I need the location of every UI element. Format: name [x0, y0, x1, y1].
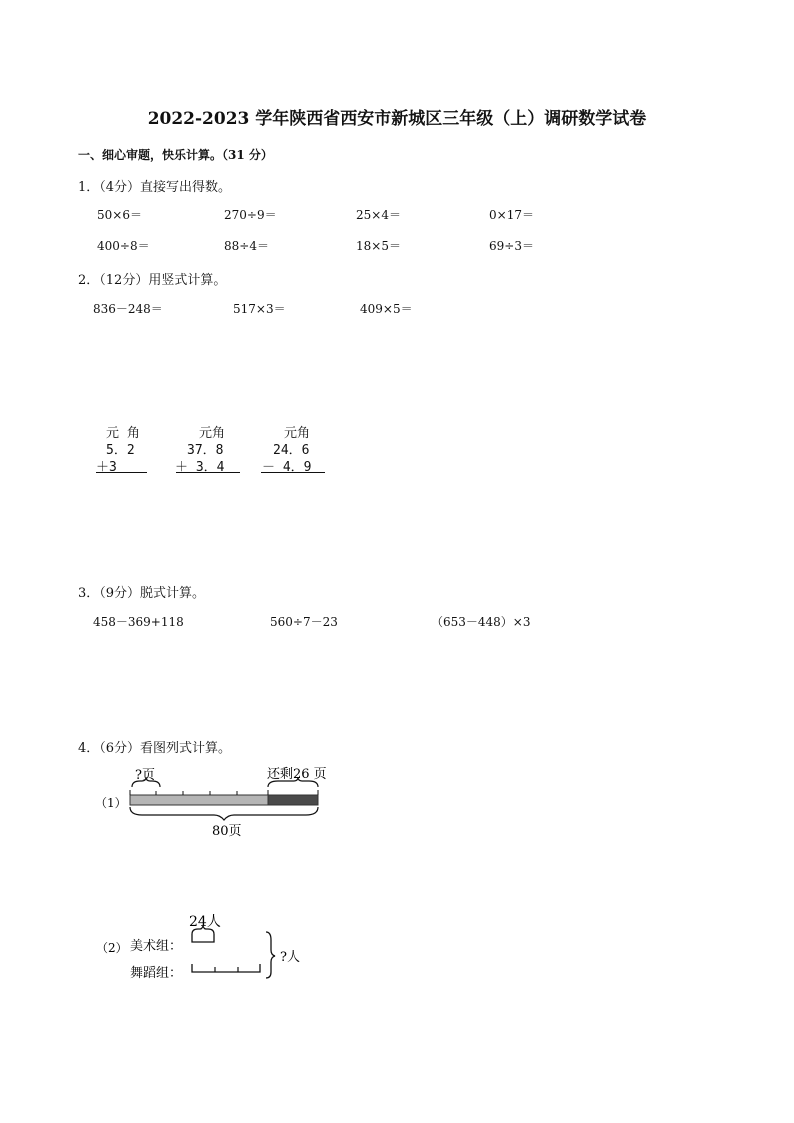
fig1-unknown-label: ?页 — [135, 768, 155, 783]
q1-item: 88÷4＝ — [224, 239, 269, 253]
q3-item: （653－448）×3 — [431, 615, 531, 629]
vertical-1-top: 5．2 — [106, 443, 135, 458]
vertical-3-header: 元角 — [284, 426, 311, 441]
q2-item: 409×5＝ — [360, 302, 413, 316]
fig2-value-label: 24人 — [189, 914, 221, 930]
vertical-1-header: 元 角 — [106, 426, 140, 441]
q2-item: 517×3＝ — [233, 302, 286, 316]
vertical-3-rule — [261, 472, 325, 473]
fig2-art-label: 美术组： — [130, 939, 183, 954]
section-heading: 一、细心审题，快乐计算。（31 分） — [78, 148, 273, 162]
fig1-total-label: 80页 — [212, 824, 242, 839]
vertical-3-top: 24．6 — [273, 443, 310, 458]
vertical-2-rule — [176, 472, 240, 473]
q3-item: 458－369+118 — [93, 615, 184, 629]
fig2-unknown-label: ?人 — [280, 950, 300, 965]
question-2-label: 2．（12分）用竖式计算。 — [78, 273, 227, 288]
question-1-label: 1．（4分）直接写出得数。 — [78, 180, 232, 195]
q1-item: 50×6＝ — [97, 208, 142, 222]
q1-item: 25×4＝ — [356, 208, 401, 222]
q1-item: 18×5＝ — [356, 239, 401, 253]
fig2-dance-label: 舞蹈组： — [130, 966, 183, 981]
vertical-3-bottom: － 4．9 — [262, 460, 312, 475]
q1-item: 270÷9＝ — [224, 208, 277, 222]
vertical-2-bottom: ＋ 3．4 — [175, 460, 225, 475]
vertical-2-top: 37．8 — [187, 443, 224, 458]
page-title: 2022-2023 学年陕西省西安市新城区三年级（上）调研数学试卷 — [147, 109, 647, 129]
q1-item: 400÷8＝ — [97, 239, 150, 253]
figure-2-segment-diagram — [94, 908, 314, 986]
q1-item: 0×17＝ — [489, 208, 534, 222]
vertical-1-rule — [96, 472, 147, 473]
figure-1-segment-diagram — [90, 758, 340, 844]
vertical-2-header: 元角 — [199, 426, 226, 441]
fig1-remain-label: 还剩26 页 — [267, 767, 327, 782]
q2-item: 836－248＝ — [93, 302, 163, 316]
q1-item: 69÷3＝ — [489, 239, 534, 253]
fig1-number: （1） — [95, 796, 127, 810]
fig2-number: （2） — [96, 941, 128, 955]
question-3-label: 3．（9分）脱式计算。 — [78, 586, 206, 601]
q3-item: 560÷7－23 — [270, 615, 338, 629]
vertical-1-bottom: ＋3 — [96, 460, 117, 475]
question-4-label: 4．（6分）看图列式计算。 — [78, 741, 232, 756]
